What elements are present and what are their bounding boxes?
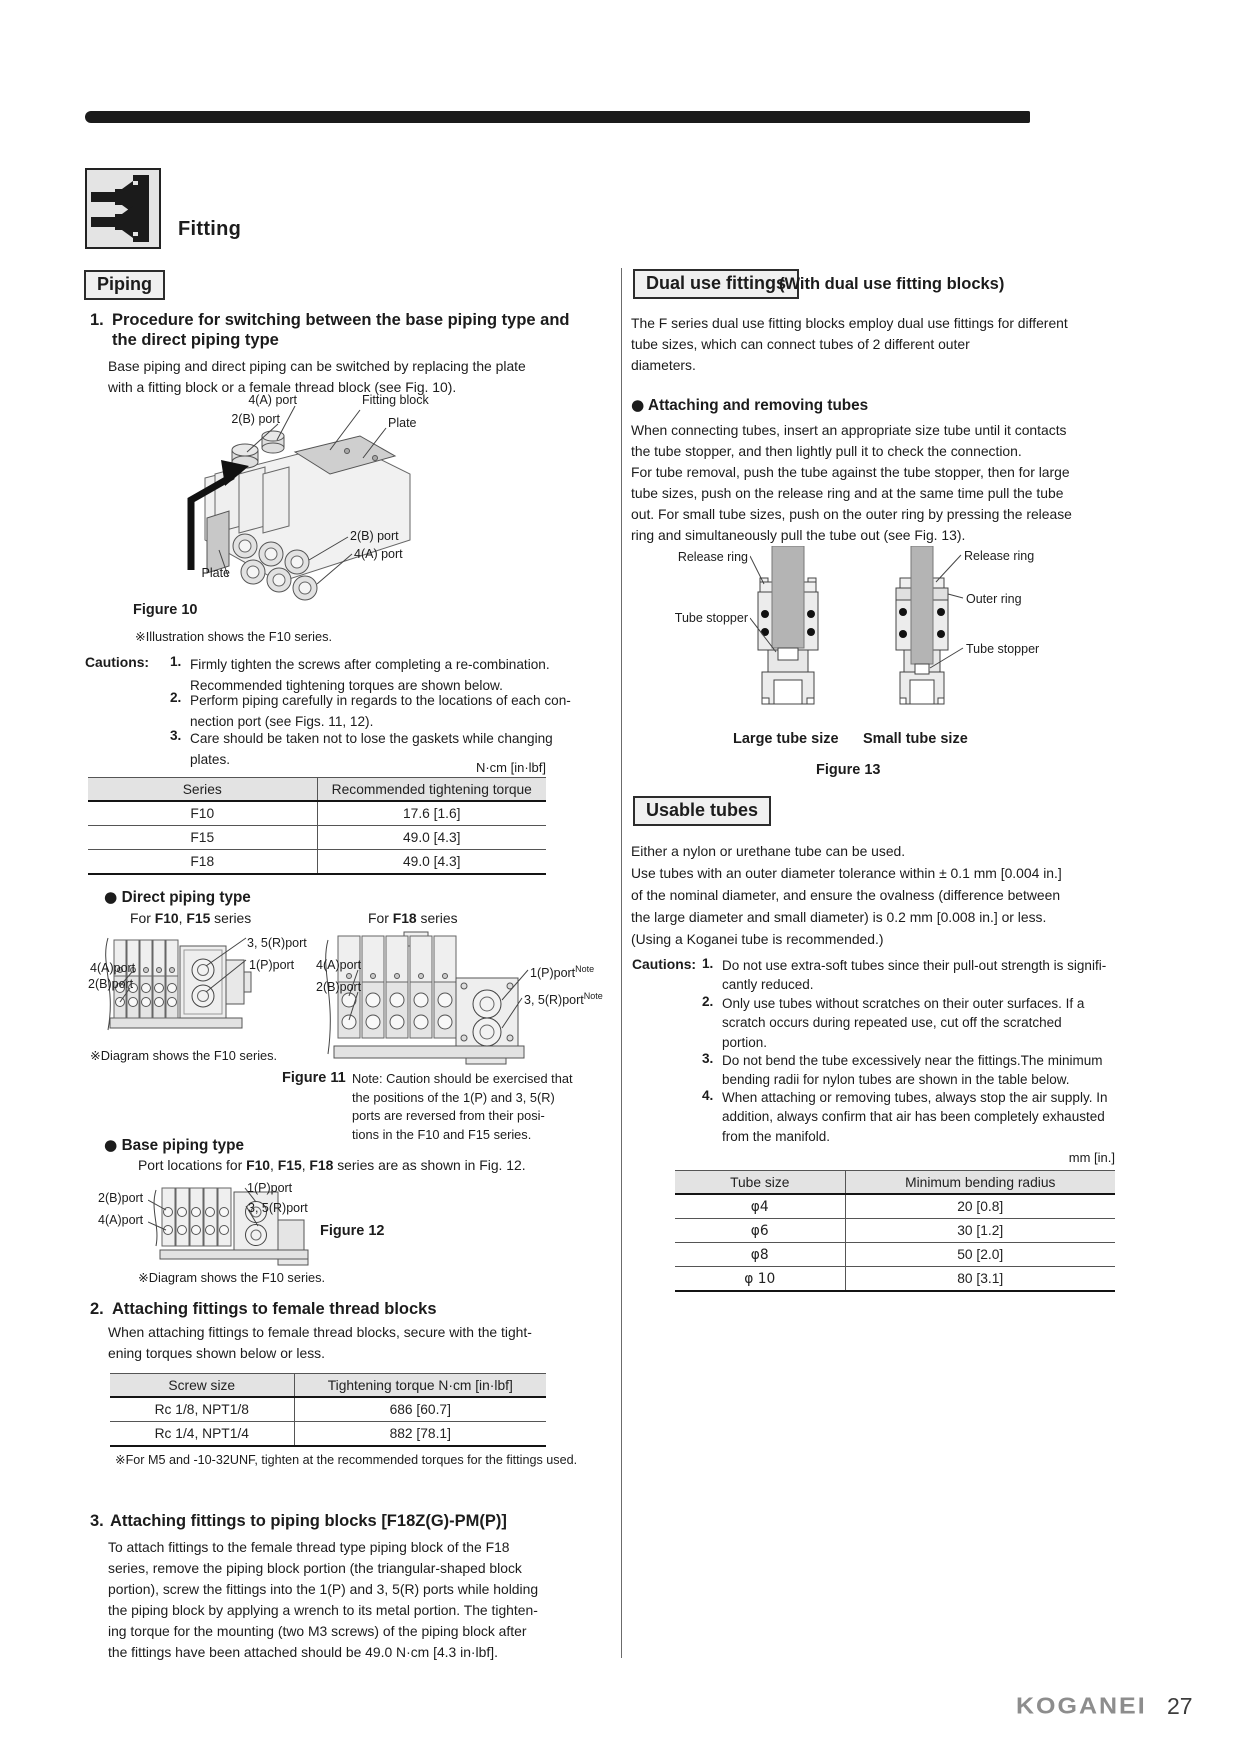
text-line: (Using a Koganei tube is recommended.) (631, 931, 884, 947)
text-line: portion), screw the fittings into the 1(P) and 3, 5(R) ports while holding (108, 1581, 539, 1597)
fig11-left-label-2b-port: 2(B)port (88, 977, 134, 991)
dual-use-intro (631, 313, 1068, 376)
text-line: Firmly tighten the screws after completing a re-combination. (190, 657, 550, 672)
torque-table-unit: N·cm [in·lbf] (475, 760, 546, 775)
fig11-caption-left-series: For F10, F15 series (130, 910, 252, 926)
text-line: the piping block by applying a wrench to its metal portion. The tighten- (108, 1602, 538, 1618)
caution-item-1: 1. Firmly tighten the screws after completing a re-combination. Recommended tightening torques are shown below. (170, 654, 550, 696)
usable-tubes-body (631, 840, 1062, 950)
fig12-label-4a-port: 4(A)port (98, 1213, 144, 1227)
section1-title (112, 311, 570, 350)
text-line: When connecting tubes, insert an appropriate size tube until it contacts (631, 422, 1067, 438)
table-row: φ 10 80 [3.1] (675, 1267, 1115, 1292)
dual-use-fittings-heading: Dual use fittings (633, 269, 799, 299)
section2-body (108, 1322, 532, 1364)
screw-table-header-row (110, 1374, 546, 1398)
screw-table-header-size: Screw size (110, 1374, 294, 1398)
caution-item-3: 3. Care should be taken not to lose the gaskets while changing plates. (170, 728, 550, 770)
caution-item-3: 3. Do not bend the tube excessively near the fittings.The minimum bending radii for nylon tubes are shown in the table below. (702, 1051, 1158, 1090)
fitting-icon-drawing (87, 170, 159, 247)
bend-table-header-row (675, 1171, 1115, 1195)
fig13-caption-large-tube: Large tube size (733, 731, 839, 747)
column-divider (621, 268, 622, 1658)
fig11-left-label-1p-port: 1(P)port (249, 958, 295, 972)
text-line: out. For small tube sizes, push on the outer ring by pressing the release (631, 506, 1072, 522)
table-row: F10 17.6 [1.6] (88, 801, 546, 826)
text-line: addition, always confirm that air has been completely exhausted (722, 1109, 1105, 1125)
brand-logo: KOGANEI (1016, 1693, 1147, 1719)
section1-body (108, 356, 526, 398)
text-line: When attaching or removing tubes, always stop the air supply. In (722, 1090, 1108, 1105)
text-line: ring and simultaneously pull the tube out (see Fig. 13). (631, 527, 966, 543)
page-title: Fitting (178, 218, 242, 240)
fig13-label-tube-stopper-left: Tube stopper (674, 611, 748, 625)
text-line: Only use tubes without scratches on their outer surfaces. If a (722, 996, 1085, 1011)
caution-item-2: 2. Only use tubes without scratches on their outer surfaces. If a scratch occurs during repeated use, cut off the scratched portion. (702, 994, 1158, 1052)
note-superscript: Note (575, 964, 595, 974)
screw-table (110, 1373, 546, 1447)
text-line: Recommended tightening torques are shown below. (190, 678, 503, 693)
fig11-right-label-1p-port: 1(P)port$^{Note}$ (530, 964, 595, 981)
bullet-icon: ● (104, 888, 118, 906)
top-rule (85, 111, 1030, 123)
reference-mark-icon: ※ (135, 630, 146, 645)
figure11-right-drawing (316, 926, 532, 1068)
text-line: the fittings have been attached should be 49.0 N·cm [4.3 in·lbf]. (108, 1644, 498, 1660)
text-line: Either a nylon or urethane tube can be used. (631, 843, 906, 859)
fig10-label-4a-port-front: 4(A) port (354, 547, 403, 561)
section1-number: 1. (90, 311, 104, 329)
text-line: of the nominal diameter, and ensure the ovalness (difference between (631, 887, 1061, 903)
screw-table-footnote: ※For M5 and -10-32UNF, tighten at the recommended torques for the fittings used. (115, 1452, 578, 1467)
text-line: series, remove the piping block portion (the triangular-shaped block (108, 1560, 522, 1576)
torque-table (88, 777, 546, 875)
attaching-removing-body (631, 420, 1072, 546)
table-row: F15 49.0 [4.3] (88, 826, 546, 850)
text-line: Do not use extra-soft tubes since their pull-out strength is signifi- (722, 958, 1107, 973)
caution-item-1: 1. Do not use extra-soft tubes since their pull-out strength is signifi- cantly reduced. (702, 956, 1158, 995)
table-row: Rc 1/8, NPT1/8 686 [60.7] (110, 1397, 546, 1422)
figure12-caption: Figure 12 (320, 1223, 385, 1239)
table-row: F18 49.0 [4.3] (88, 850, 546, 875)
fig12-label-35r-port: 3, 5(R)port (248, 1201, 308, 1215)
note-superscript: Note (583, 991, 603, 1001)
text-line: from the manifold. (722, 1128, 831, 1144)
text-line: Perform piping carefully in regards to the locations of each con- (190, 693, 571, 708)
fig13-caption-small-tube: Small tube size (863, 731, 968, 747)
fig10-label-4a-port-top: 4(A) port (248, 393, 297, 407)
bullet-icon: ● (104, 1136, 118, 1154)
cautions-label: Cautions: (632, 956, 697, 972)
dual-use-fittings-subtitle: (With dual use fitting blocks) (779, 275, 1005, 293)
text-line: the tube stopper, and then lightly pull it to check the connection. (631, 443, 1022, 459)
text-line: tube sizes, push on the release ring and at the same time pull the tube (631, 485, 1064, 501)
table-row: φ6 30 [1.2] (675, 1219, 1115, 1243)
section2-title: Attaching fittings to female thread blocks (112, 1300, 437, 1318)
fig10-label-fitting-block: Fitting block (362, 393, 429, 407)
text-line: plates. (190, 752, 231, 767)
figure10-note: ※Illustration shows the F10 series. (135, 629, 333, 645)
text-line: ports are reversed from their posi- (352, 1108, 545, 1123)
text-line: Base piping and direct piping can be switched by replacing the plate (108, 358, 526, 374)
fig11-right-label-35r-port: 3, 5(R)port$^{Note}$ (524, 991, 603, 1008)
fig11-caption-right-series: For F18 series (368, 910, 458, 926)
fitting-icon (85, 168, 161, 249)
text-line: tube sizes, which can connect tubes of 2 different outer (631, 336, 970, 352)
table-row: Rc 1/4, NPT1/4 882 [78.1] (110, 1422, 546, 1447)
text-line: Care should be taken not to lose the gaskets while changing (190, 731, 553, 746)
text-line: ening torques shown below or less. (108, 1345, 325, 1361)
fig12-label-2b-port: 2(B)port (98, 1191, 144, 1205)
torque-table-header-series: Series (88, 778, 317, 802)
section3-title: Attaching fittings to piping blocks [F18Z(G)-PM(P)] (110, 1512, 507, 1530)
fig10-label-plate-top: Plate (388, 416, 417, 430)
bend-table-header-size: Tube size (675, 1171, 845, 1195)
text-line: ing torque for the mounting (two M3 screws) of the piping block after (108, 1623, 527, 1639)
cautions-label: Cautions: (85, 654, 150, 670)
text-line: For tube removal, push the tube against the tube stopper, then for large (631, 464, 1070, 480)
screw-table-header-torque: Tightening torque N·cm [in·lbf] (294, 1374, 546, 1398)
figure11-note (352, 1070, 573, 1144)
text-line: tions in the F10 and F15 series. (352, 1126, 532, 1142)
text-line: scratch occurs during repeated use, cut off the scratched (722, 1015, 1062, 1031)
fig11-right-label-2b-port: 2(B)port (316, 980, 362, 994)
text-line: bending radii for nylon tubes are shown in the table below. (722, 1072, 1070, 1088)
text-line: Note: Caution should be exercised that (352, 1071, 573, 1086)
figure11-diagram-note: ※Diagram shows the F10 series. (90, 1048, 278, 1064)
figure13-drawing (750, 546, 966, 730)
table-row: φ4 20 [0.8] (675, 1194, 1115, 1219)
text-line: Procedure for switching between the base piping type and (112, 311, 570, 329)
fig13-label-release-ring-left: Release ring (677, 550, 748, 564)
figure13-caption: Figure 13 (816, 762, 881, 778)
caution-item-2: 2. Perform piping carefully in regards to the locations of each con- nection port (see Figs. 11, 12). (170, 690, 550, 732)
text-line: When attaching fittings to female thread blocks, secure with the tight- (108, 1324, 532, 1340)
piping-section-heading: Piping (84, 270, 165, 300)
reference-mark-icon: ※ (115, 1452, 126, 1467)
attaching-removing-heading: ● Attaching and removing tubes (631, 396, 869, 414)
direct-piping-heading: ● Direct piping type (104, 888, 251, 906)
text-line: The F series dual use fitting blocks employ dual use fittings for different (631, 315, 1068, 331)
base-piping-caption: Port locations for F10, F15, F18 series are as shown in Fig. 12. (138, 1157, 526, 1173)
figure12-diagram-note: ※Diagram shows the F10 series. (138, 1270, 326, 1286)
fig10-label-2b-port-top: 2(B) port (231, 412, 280, 426)
text-line: with a fitting block or a female thread block (see Fig. 10). (108, 379, 457, 395)
bend-radius-table (675, 1170, 1115, 1292)
fig11-left-label-4a-port: 4(A)port (90, 961, 136, 975)
text-line: nection port (see Figs. 11, 12). (190, 714, 374, 729)
table-row: φ8 50 [2.0] (675, 1243, 1115, 1267)
section3-body (108, 1537, 538, 1663)
torque-table-header-row (88, 778, 546, 802)
reference-mark-icon: ※ (138, 1271, 149, 1286)
usable-tubes-heading: Usable tubes (633, 796, 771, 826)
fig13-label-outer-ring-right: Outer ring (966, 592, 1022, 606)
figure11-caption: Figure 11 (282, 1070, 346, 1086)
text-line: To attach fittings to the female thread type piping block of the F18 (108, 1539, 510, 1555)
fig13-label-tube-stopper-right: Tube stopper (966, 642, 1040, 656)
fig11-left-label-35r-port: 3, 5(R)port (247, 936, 307, 950)
fig10-label-2b-port-front: 2(B) port (350, 529, 399, 543)
bullet-icon: ● (631, 396, 645, 414)
text-line: Do not bend the tube excessively near the fittings.The minimum (722, 1053, 1103, 1068)
figure10-caption: Figure 10 (133, 602, 198, 618)
reference-mark-icon: ※ (90, 1049, 101, 1064)
section2-number: 2. (90, 1300, 104, 1318)
bend-table-header-radius: Minimum bending radius (845, 1171, 1115, 1195)
fig10-label-plate-front: Plate (201, 566, 230, 580)
section3-number: 3. (90, 1512, 104, 1530)
text-line: diameters. (631, 357, 696, 373)
page-number: 27 (1167, 1693, 1193, 1719)
fig13-label-release-ring-right: Release ring (964, 549, 1035, 563)
bend-table-unit: mm [in.] (1068, 1150, 1115, 1165)
text-line: the direct piping type (112, 330, 279, 349)
torque-table-header-torque: Recommended tightening torque (317, 778, 546, 802)
fig12-label-1p-port: 1(P)port (247, 1181, 293, 1195)
caution-item-4: 4. When attaching or removing tubes, always stop the air supply. In addition, always confirm that air has been completely exhausted from the manifold. (702, 1088, 1158, 1146)
text-line: the large diameter and small diameter) is 0.2 mm [0.008 in.] or less. (631, 909, 1047, 925)
text-line: cantly reduced. (722, 977, 814, 993)
fig11-right-label-4a-port: 4(A)port (316, 958, 362, 972)
text-line: Use tubes with an outer diameter tolerance within ± 0.1 mm [0.004 in.] (631, 865, 1062, 881)
text-line: the positions of the 1(P) and 3, 5(R) (352, 1089, 555, 1105)
text-line: portion. (722, 1034, 768, 1050)
base-piping-heading: ● Base piping type (104, 1136, 245, 1154)
